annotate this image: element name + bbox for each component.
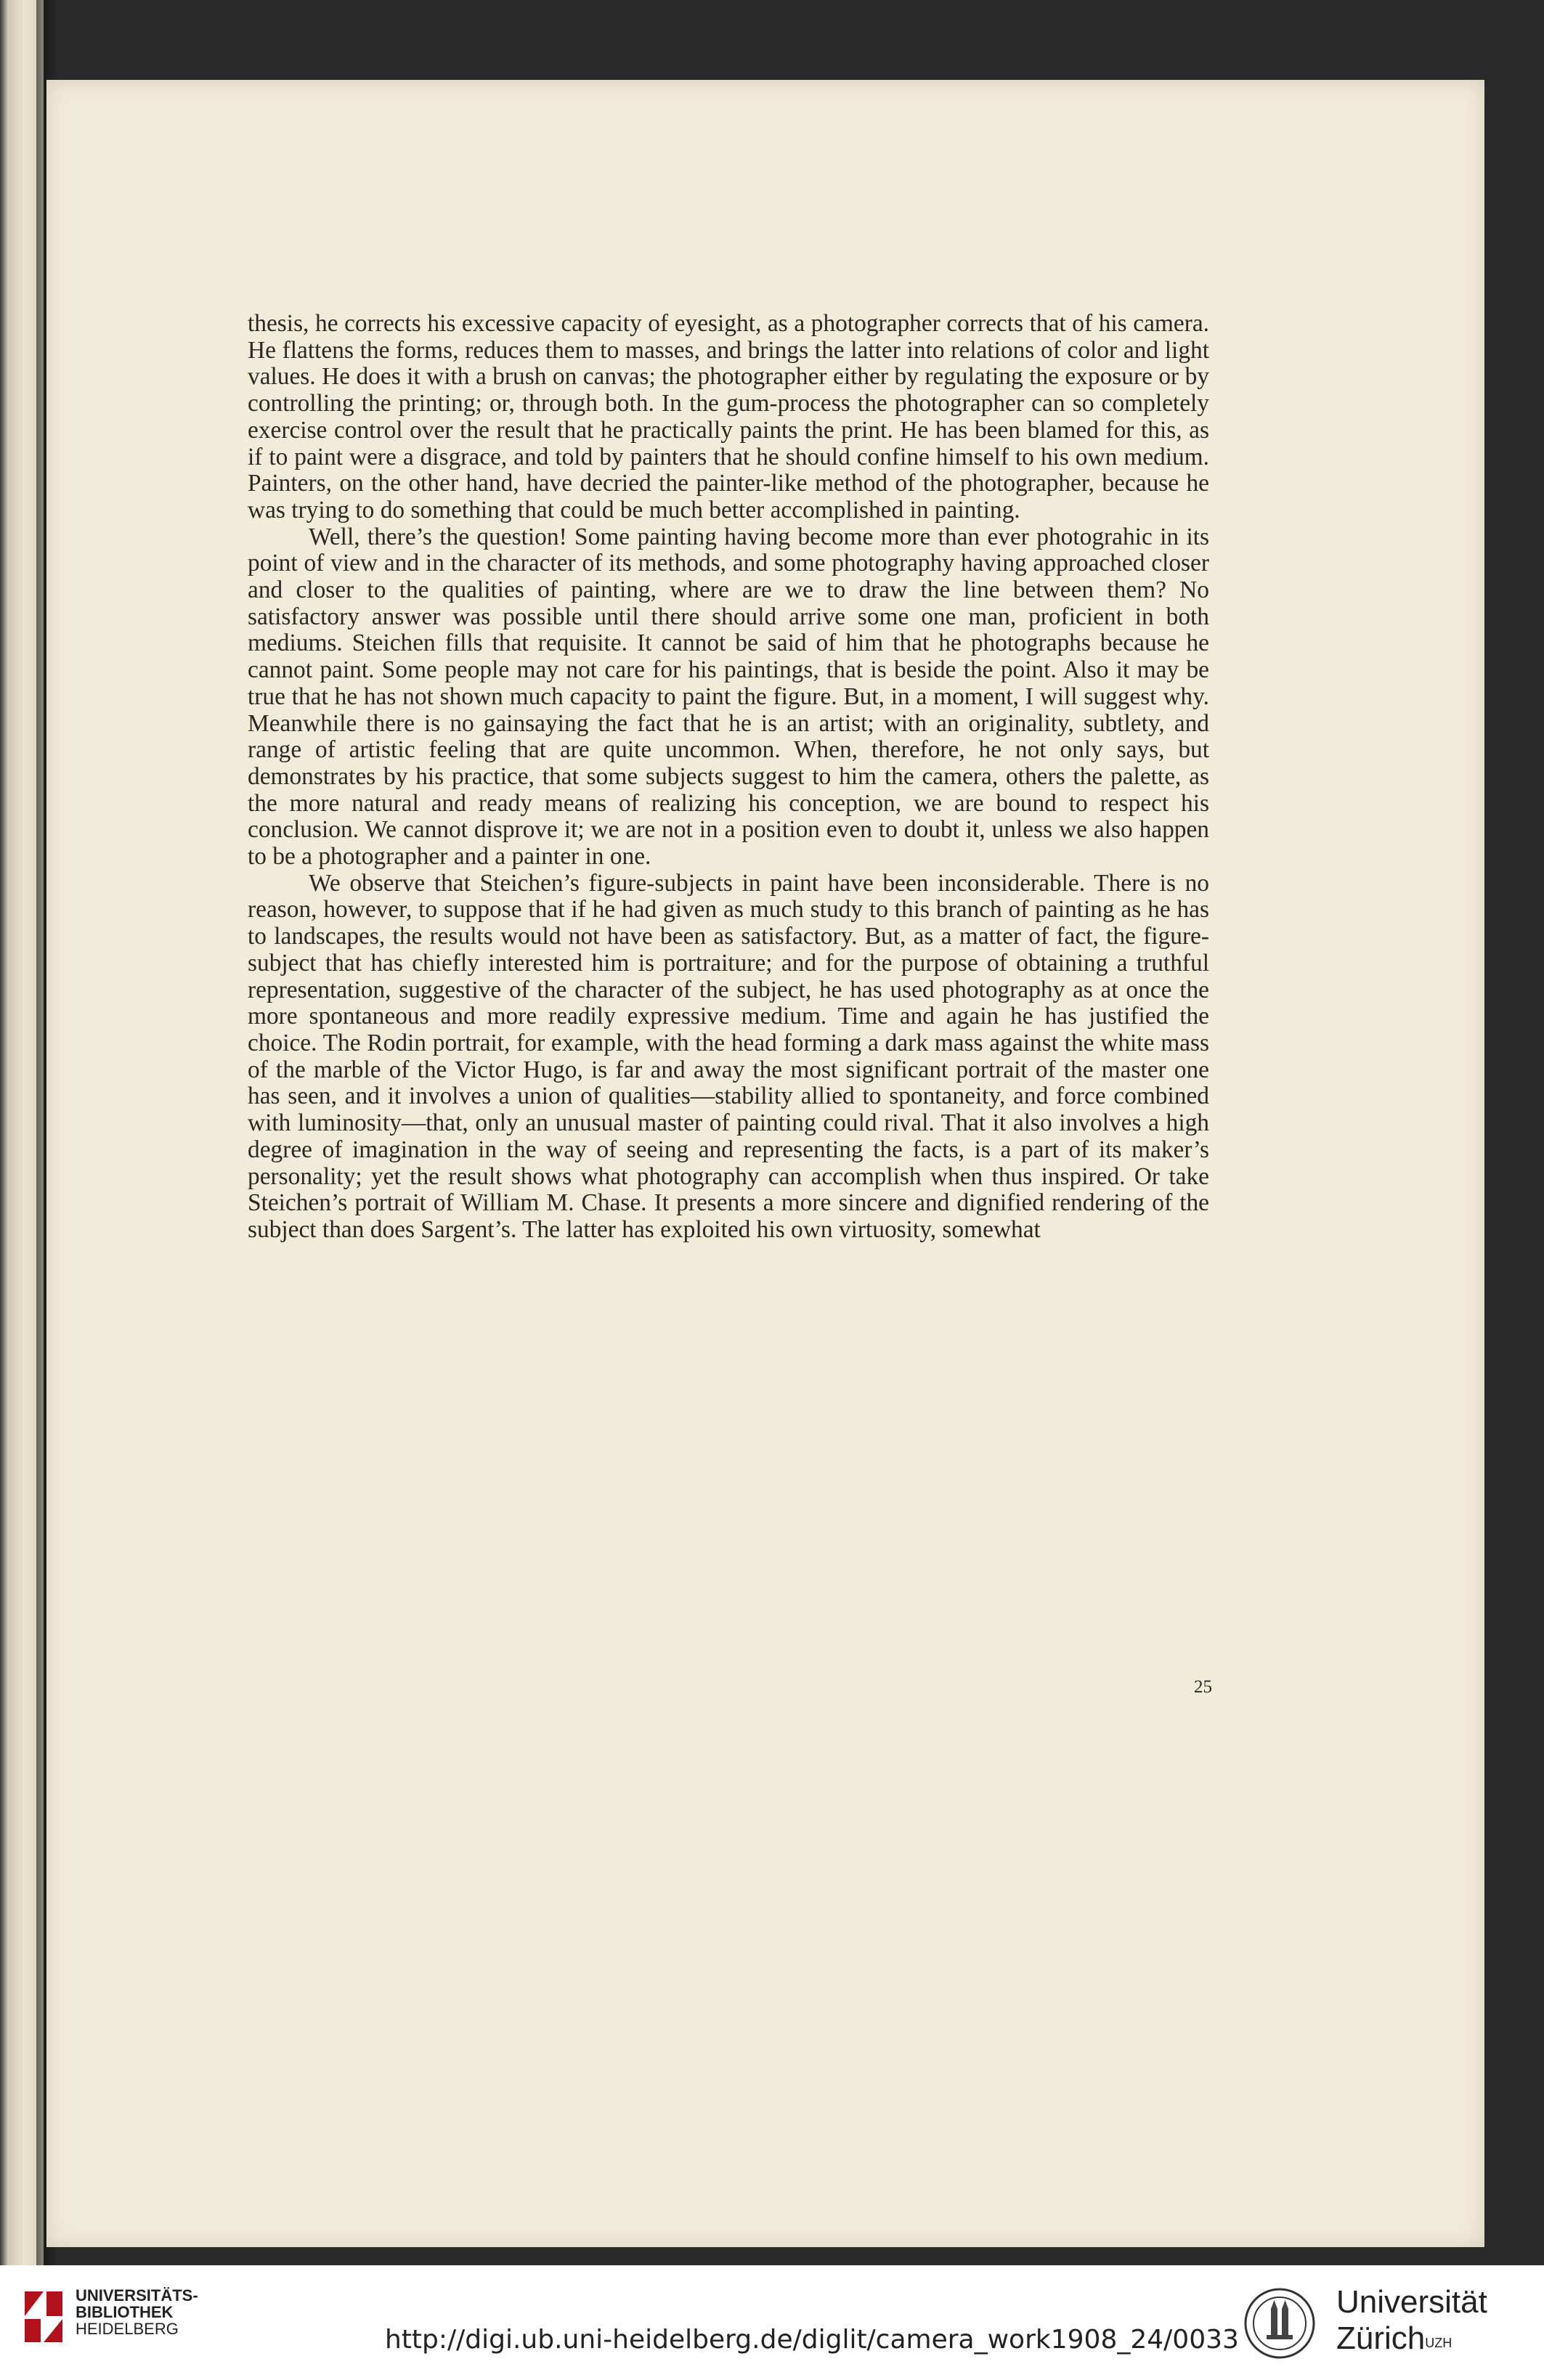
source-url-link[interactable]: http://digi.ub.uni-heidelberg.de/diglit/camera_work1908_24/0033 xyxy=(385,2325,1239,2355)
ub-heidelberg-logo-icon xyxy=(22,2287,65,2345)
footer-bar xyxy=(0,2265,1544,2380)
book-page xyxy=(46,80,1484,2247)
university-line-1: Universität xyxy=(1336,2284,1487,2320)
uzh-name xyxy=(1336,2284,1487,2357)
paragraph-1: thesis, he corrects his excessive capacity of eyesight, as a photographer corrects that of his camera. He flattens the forms, reduces them to masses, and brings the latter into relations of color and light values. He does it with a brush on canvas; the photographer either by regulating the exposure or by controlling the printing; or, through both. In the gum-process the photographer can so completely exercise control over the result that he practically paints the print. He has been blamed for this, as if to paint were a disgrace, and told by painters that he should confine himself to his own medium. Painters, on the other hand, have decried the painter-like method of the photographer, because he was trying to do something that could be much better accomplished in painting. xyxy=(248,310,1209,523)
library-line-1: UNIVERSITÄTS- xyxy=(76,2286,198,2304)
university-line-2: Zürich$^{UZH}$ xyxy=(1336,2320,1452,2356)
paragraph-3: We observe that Steichen’s figure-subjects in paint have been inconsiderable. There is no reason, however, to suppose that if he had given as much study to this branch of painting as he has to landscapes, the results would not have been as satisfactory. But, as a matter of fact, the figure-subject that has chiefly interested him is portraiture; and for the purpose of obtaining a truthful representation, suggestive of the character of the subject, he has used photography as at once the more spontaneous and more readily expressive medium. Time and again he has justified the choice. The Rodin portrait, for example, with the head forming a dark mass against the white mass of the marble of the Victor Hugo, is far and away the most significant portrait of the master one has seen, and it involves a union of qualities—stability allied to spontaneity, and force combined with luminosity—that, only an unusual master of painting could rival. That it also involves a high degree of imagination in the way of seeing and representing the facts, is a part of its maker’s personality; yet the result shows what photography can accomplish when thus inspired. Or take Steichen’s portrait of William M. Chase. It presents a more sincere and dignified rendering of the subject than does Sargent’s. The latter has exploited his own virtuosity, somewhat xyxy=(248,869,1209,1243)
uzh-superscript: UZH xyxy=(1425,2336,1452,2350)
body-text xyxy=(248,311,1209,1244)
page-number: 25 xyxy=(1194,1677,1212,1697)
paragraph-2: Well, there’s the question! Some painting having become more than ever photograhic in its point of view and in the character of its methods, and some photography having approached closer and closer to the qualities of painting, where are we to draw the line between them? No satisfactory answer was possible until there should arrive some one man, proficient in both mediums. Steichen fills that requisite. It cannot be said of him that he photographs because he cannot paint. Some people may not care for his paintings, that is beside the point. Also it may be true that he has not shown much capacity to paint the figure. But, in a moment, I will suggest why. Meanwhile there is no gainsaying the fact that he is an artist; with an originality, subtlety, and range of artistic feeling that are quite uncommon. When, therefore, he not only says, but demonstrates by his practice, that some subjects suggest to him the camera, others the palette, as the more natural and ready means of realizing his conception, we are bound to respect his conclusion. We cannot disprove it; we are not in a position even to doubt it, unless we also happen to be a photographer and a painter in one. xyxy=(248,523,1209,871)
ub-heidelberg-name xyxy=(76,2287,198,2337)
library-line-2: BIBLIOTHEK xyxy=(76,2303,174,2321)
library-line-3: HEIDELBERG xyxy=(76,2320,179,2338)
uzh-seal-icon xyxy=(1243,2287,1316,2360)
